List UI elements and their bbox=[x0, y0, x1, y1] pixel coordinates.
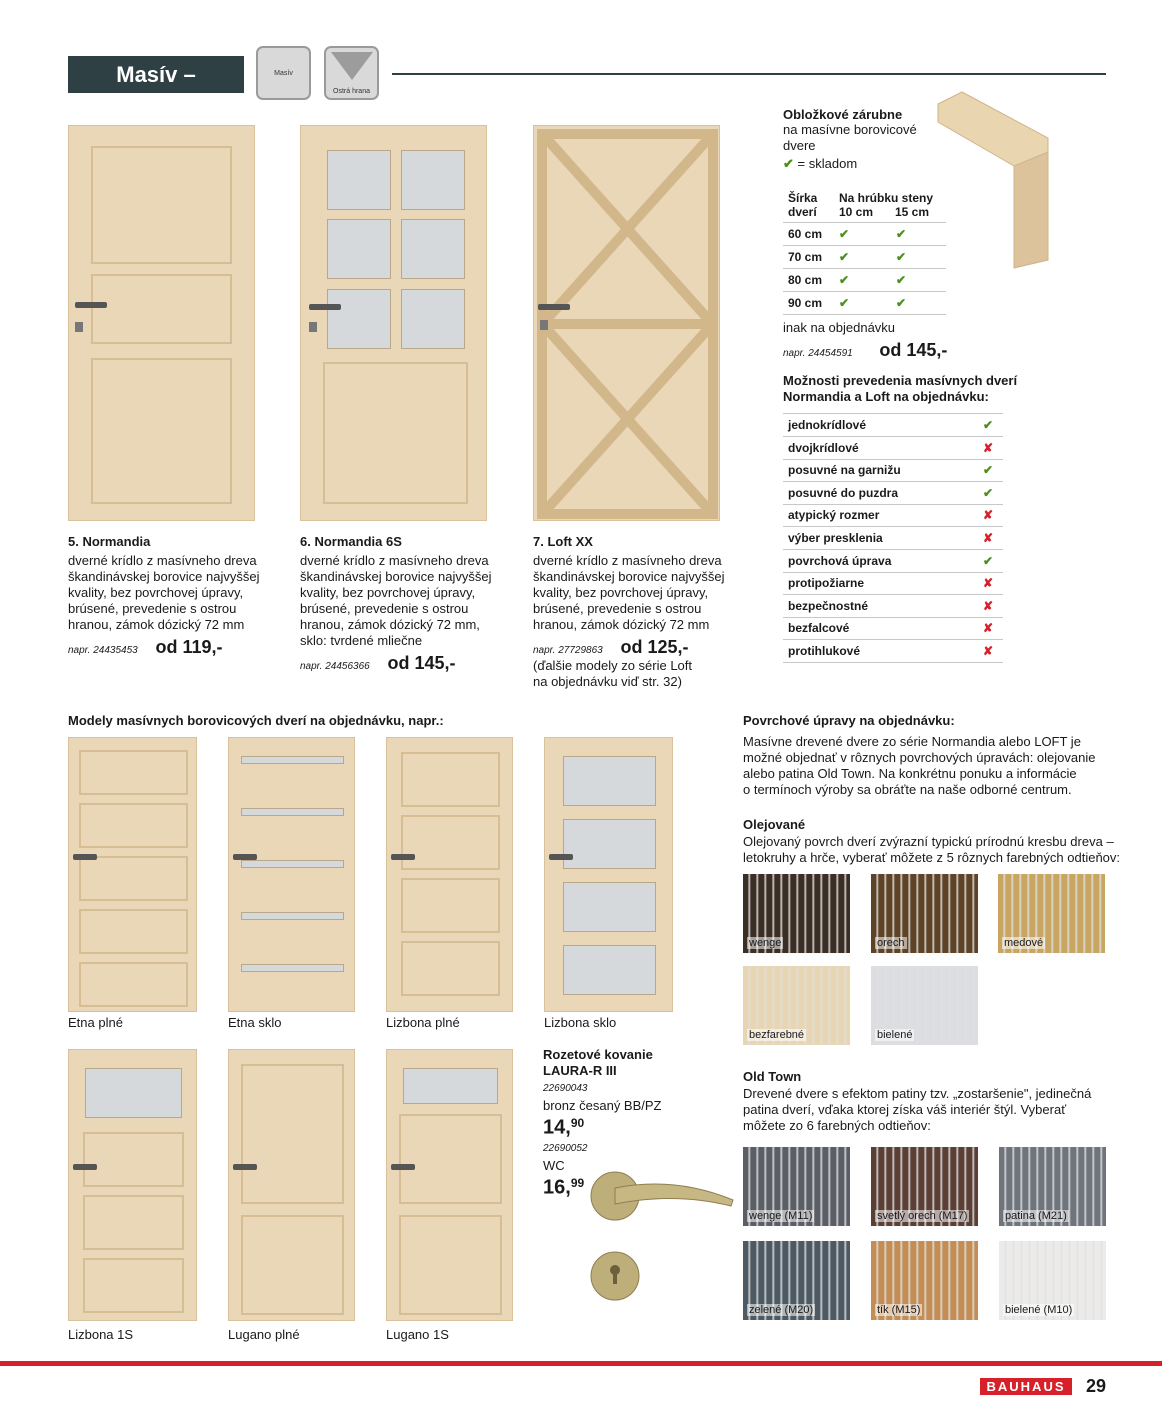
frames-row: 70 cm ✔ ✔ bbox=[783, 246, 946, 269]
hardware-code1: 22690043 bbox=[543, 1083, 588, 1094]
model-door-image bbox=[228, 1049, 355, 1321]
option-row bbox=[783, 414, 1003, 437]
check-icon: ✔ bbox=[982, 463, 993, 478]
option-row bbox=[783, 459, 1003, 482]
handle-icon bbox=[549, 854, 573, 860]
product-code: napr. 27729863 bbox=[533, 645, 603, 656]
surfaces-title: Povrchové úpravy na objednávku: bbox=[743, 713, 955, 728]
oiled-label: bezfarebné bbox=[749, 1029, 805, 1041]
badge-ostra-hrana bbox=[324, 46, 379, 100]
oldtown-label: svetlý orech (M17) bbox=[877, 1210, 968, 1222]
oiled-swatch bbox=[743, 874, 850, 953]
oiled-label: orech bbox=[877, 937, 905, 949]
oldtown-label: patina (M21) bbox=[1005, 1210, 1067, 1222]
oiled-label: bielené bbox=[877, 1029, 913, 1041]
product-desc: dverné krídlo z masívneho dreva škandinávskej borovice najvyššej kvality, bez povrchovej úpravy, brúsené, prevedenie s ostrou hranou, zámok dózický 72 mm bbox=[533, 553, 725, 632]
option-row bbox=[783, 640, 1003, 663]
badge-masiv-label: Masív bbox=[274, 70, 293, 77]
option-label: výber presklenia bbox=[788, 531, 883, 545]
product-normandia-6s bbox=[300, 534, 520, 674]
product-name: 6. Normandia 6S bbox=[300, 534, 402, 549]
hardware-desc1: bronz česaný BB/PZ bbox=[543, 1098, 662, 1113]
hardware-title: Rozetové kovanie LAURA-R III bbox=[543, 1047, 653, 1078]
product-price: od 145,- bbox=[387, 653, 456, 673]
check-icon: ✔ bbox=[783, 156, 794, 171]
oldtown-swatch bbox=[871, 1241, 978, 1320]
oldtown-label: tík (M15) bbox=[877, 1304, 921, 1316]
oldtown-block bbox=[743, 1069, 1123, 1134]
surfaces-text: Masívne drevené dvere zo série Normandia alebo LOFT je možné objednať v rôznych povrchových úpravách: olejovanie alebo patina Old Town. Na konkrétnu ponuku a informácie o termínoch výroby sa obráťte na naše odborné centrum. bbox=[743, 734, 1096, 797]
oiled-text: Olejovaný povrch dverí zvýrazní typickú prírodnú kresbu dreva – letokruhy a hrče, vyberať môžete z 5 rôznych farebných odtieňov: bbox=[743, 834, 1121, 865]
frames-row: 90 cm ✔ ✔ bbox=[783, 292, 946, 315]
badge-hrana-label: Ostrá hrana bbox=[333, 88, 370, 95]
option-row bbox=[783, 482, 1003, 505]
hardware-block: Rozetové kovanie LAURA-R III 22690043 bronz česaný BB/PZ 14,90 22690052 WC 16,99 bbox=[543, 1047, 723, 1200]
product-normandia bbox=[68, 534, 288, 658]
option-row bbox=[783, 617, 1003, 640]
option-label: dvojkrídlové bbox=[788, 440, 859, 455]
product-code: napr. 24456366 bbox=[300, 661, 370, 672]
frames-subtitle: na masívne borovicové dvere bbox=[783, 122, 917, 153]
option-label: bezfalcové bbox=[788, 621, 850, 636]
option-label: protihlukové bbox=[788, 644, 861, 658]
oldtown-title: Old Town bbox=[743, 1069, 802, 1084]
frames-row: 80 cm ✔ ✔ bbox=[783, 269, 946, 292]
cross-icon: ✘ bbox=[982, 598, 993, 613]
cross-icon: ✘ bbox=[982, 440, 993, 455]
model-door-image bbox=[386, 1049, 513, 1321]
oldtown-swatch bbox=[871, 1147, 978, 1226]
option-row bbox=[783, 527, 1003, 550]
handle-icon bbox=[73, 854, 97, 860]
cross-icon: ✘ bbox=[982, 621, 993, 636]
option-label: bezpečnostné bbox=[788, 598, 869, 613]
check-icon: ✔ bbox=[982, 485, 993, 500]
frames-price: od 145,- bbox=[879, 340, 948, 360]
lock-icon bbox=[540, 320, 548, 330]
product-code: napr. 24435453 bbox=[68, 645, 138, 656]
model-label: Lizbona sklo bbox=[544, 1015, 617, 1030]
models-title: Modely masívnych borovicových dverí na objednávku, napr.: bbox=[68, 713, 444, 728]
handle-icon bbox=[75, 302, 107, 308]
oiled-swatch bbox=[998, 874, 1105, 953]
product-name: 7. Loft XX bbox=[533, 534, 593, 549]
oiled-title: Olejované bbox=[743, 817, 806, 832]
product-price: od 119,- bbox=[155, 637, 223, 657]
oldtown-swatch bbox=[743, 1241, 850, 1320]
product-price: od 125,- bbox=[620, 637, 689, 657]
option-row bbox=[783, 437, 1003, 460]
bauhaus-logo: BAUHAUS bbox=[980, 1378, 1072, 1395]
model-door-image bbox=[68, 737, 197, 1012]
option-label: jednokrídlové bbox=[788, 418, 867, 432]
option-row bbox=[783, 595, 1003, 618]
page-title: Masív – borovica bbox=[68, 56, 244, 93]
frames-code: napr. 24454591 bbox=[783, 348, 853, 359]
model-door-image bbox=[228, 737, 355, 1012]
door-frame-image bbox=[928, 82, 1056, 272]
model-label: Lugano plné bbox=[228, 1327, 300, 1342]
handle-icon bbox=[309, 304, 341, 310]
hardware-code2: 22690052 bbox=[543, 1143, 588, 1155]
cross-icon: ✘ bbox=[982, 576, 993, 591]
oldtown-swatch bbox=[999, 1147, 1106, 1226]
door-handle-image bbox=[585, 1166, 735, 1306]
surfaces-block bbox=[743, 713, 1123, 798]
oiled-block bbox=[743, 817, 1123, 866]
oldtown-swatch bbox=[999, 1241, 1106, 1320]
col-width-label: Šírka dverí bbox=[788, 191, 818, 219]
product-name: 5. Normandia bbox=[68, 534, 151, 549]
options-title: Možnosti prevedenia masívnych dverí Normandia a Loft na objednávku: bbox=[783, 373, 1018, 404]
product-extra: (ďalšie modely zo série Loft na objednávku viď str. 32) bbox=[533, 658, 693, 689]
footer-rule bbox=[0, 1361, 1162, 1366]
model-door-image bbox=[68, 1049, 197, 1321]
frames-title: Obložkové zárubne bbox=[783, 107, 903, 122]
model-label: Lizbona 1S bbox=[68, 1327, 134, 1342]
col-15cm: 15 cm bbox=[895, 205, 930, 219]
oiled-label: medové bbox=[1004, 937, 1044, 949]
oldtown-swatch bbox=[743, 1147, 850, 1226]
header-rule bbox=[392, 73, 1106, 75]
model-label: Lizbona plné bbox=[386, 1015, 460, 1030]
handle-icon bbox=[73, 1164, 97, 1170]
option-row bbox=[783, 504, 1003, 527]
oldtown-label: bielené (M10) bbox=[1005, 1304, 1073, 1316]
handle-icon bbox=[233, 854, 257, 860]
option-label: posuvné na garnižu bbox=[788, 463, 901, 478]
option-label: protipožiarne bbox=[788, 576, 865, 591]
frames-legend: = skladom bbox=[797, 156, 858, 171]
oiled-swatch bbox=[871, 874, 978, 953]
option-row bbox=[783, 572, 1003, 595]
model-label: Etna sklo bbox=[228, 1015, 282, 1030]
model-label: Lugano 1S bbox=[386, 1327, 449, 1342]
frames-row: 60 cm ✔ ✔ bbox=[783, 223, 946, 246]
badge-masiv bbox=[256, 46, 311, 100]
frames-note: inak na objednávku bbox=[783, 320, 896, 335]
cross-icon: ✘ bbox=[982, 644, 993, 658]
door-loft-xx-image bbox=[533, 125, 720, 521]
product-desc: dverné krídlo z masívneho dreva škandinávskej borovice najvyššej kvality, bez povrchovej úpravy, brúsené, prevedenie s ostrou hranou, zámok dózický 72 mm bbox=[68, 553, 260, 632]
oldtown-label: zelené (M20) bbox=[749, 1304, 814, 1316]
hardware-desc2: WC bbox=[543, 1158, 565, 1174]
col-thickness-label: Na hrúbku steny bbox=[839, 191, 934, 205]
triangle-icon bbox=[331, 52, 373, 80]
oldtown-text: Drevené dvere s efektom patiny tzv. „zostaršenie", jedinečná patina dverí, vďaka ktorej získa váš interiér štýl. Vyberať môžete zo 6 farebných odtieňov: bbox=[743, 1086, 1092, 1133]
model-door-image bbox=[386, 737, 513, 1012]
check-icon: ✔ bbox=[982, 553, 993, 568]
model-door-image bbox=[544, 737, 673, 1012]
handle-icon bbox=[233, 1164, 257, 1170]
door-normandia-image bbox=[68, 125, 255, 521]
page-number: 29 bbox=[1086, 1376, 1107, 1396]
hardware-price1: 14, bbox=[543, 1116, 571, 1139]
option-label: posuvné do puzdra bbox=[788, 485, 899, 500]
handle-icon bbox=[538, 304, 570, 310]
option-label: povrchová úprava bbox=[788, 553, 892, 568]
lock-icon bbox=[75, 322, 83, 332]
oiled-swatch bbox=[743, 966, 850, 1045]
handle-icon bbox=[391, 1164, 415, 1170]
option-label: atypický rozmer bbox=[788, 508, 880, 523]
product-loft-xx bbox=[533, 534, 753, 690]
hardware-price2: 16, bbox=[543, 1176, 571, 1199]
col-10cm: 10 cm bbox=[839, 205, 874, 219]
option-row bbox=[783, 550, 1003, 573]
cross-icon: ✘ bbox=[982, 508, 993, 523]
check-icon: ✔ bbox=[982, 418, 993, 432]
cross-icon: ✘ bbox=[982, 531, 993, 545]
model-label: Etna plné bbox=[68, 1015, 123, 1030]
oiled-label: wenge bbox=[749, 937, 782, 949]
door-normandia-6s-image bbox=[300, 125, 487, 521]
handle-icon bbox=[391, 854, 415, 860]
lock-icon bbox=[309, 322, 317, 332]
oldtown-label: wenge (M11) bbox=[749, 1210, 813, 1222]
product-desc: dverné krídlo z masívneho dreva škandinávskej borovice najvyššej kvality, bez povrchovej úpravy, brúsené, prevedenie s ostrou hranou, zámok dózický 72 mm, sklo: tvrdené mliečne bbox=[300, 553, 492, 648]
oiled-swatch bbox=[871, 966, 978, 1045]
